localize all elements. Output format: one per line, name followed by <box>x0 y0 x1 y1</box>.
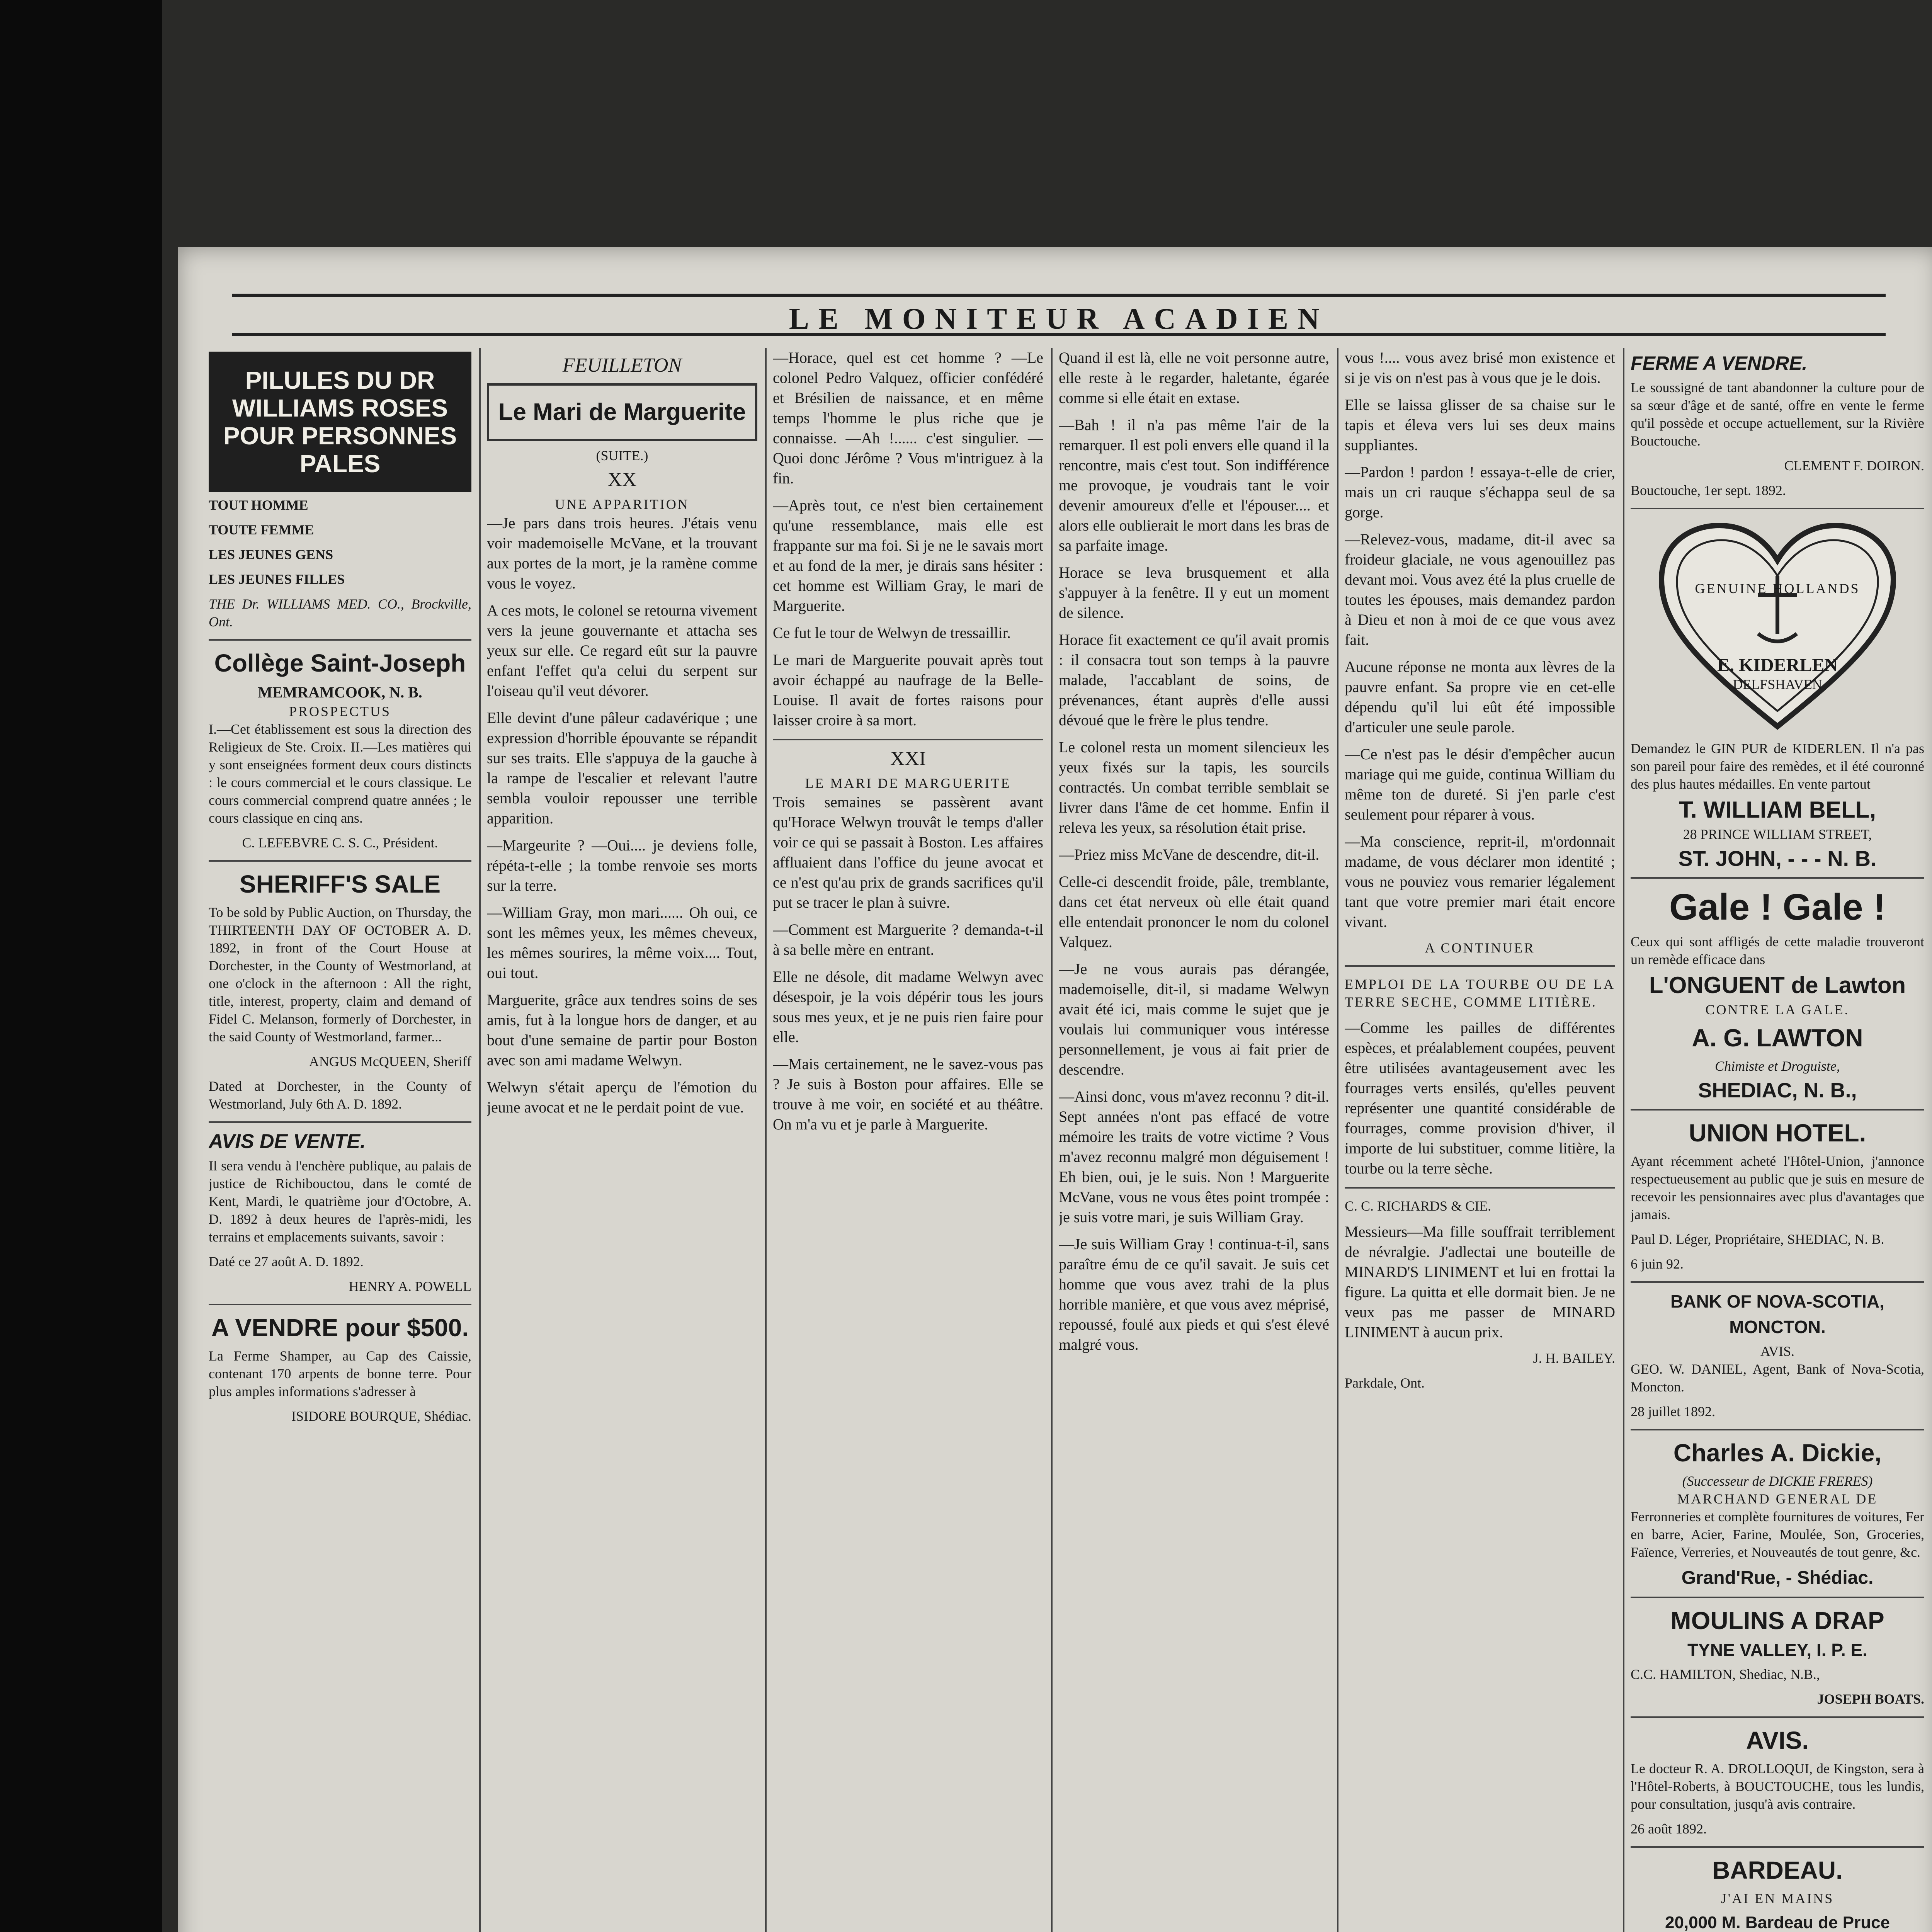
story-paragraph: Elle devint d'une pâleur cadavérique ; une expression d'horrible épouvante se répandit sur ses traits. Elle s'appuya de la gauche à la rampe de l'escalier et relevant l'autre sembla vouloir repousser une terrible apparition. <box>487 709 757 827</box>
bell-city: ST. JOHN, - - - N. B. <box>1678 846 1877 871</box>
divider <box>1631 877 1924 879</box>
story-paragraph: Celle-ci descendit froide, pâle, tremblante, dans cet état nerveux où elle était quand elle entendait prononcer le nom du colonel Valquez. <box>1059 873 1329 951</box>
college-text: I.—Cet établissement est sous la direction des Religieux de Ste. Croix. II.—Les matières qui y sont enseignées forment deux cours distincts : le cours commercial et le cours classique. Le cours commercial comprend quatre années ; le cours classique en cinq ans. <box>209 721 471 826</box>
column-5 <box>1345 348 1615 1932</box>
pilules-ad <box>209 352 471 492</box>
divider <box>1631 1716 1924 1718</box>
chapter-xx: XX <box>607 469 637 491</box>
avis-vente-sign: HENRY A. POWELL <box>349 1279 471 1294</box>
pilules-jeunes-filles: LES JEUNES FILLES <box>209 571 345 587</box>
divider <box>1345 965 1615 967</box>
column-rule <box>1051 348 1053 1932</box>
divider <box>209 1304 471 1305</box>
story-paragraph: —Je suis William Gray ! continua-t-il, sans paraître ému de ce qu'il savait. Je suis cet homme que vous avez trahi de la plus horrible manière, et que vous avez méprisé, repoussé, foulé aux pieds et qui s'est élevé malgré vous. <box>1059 1235 1329 1353</box>
chapter-xxi-title: LE MARI DE MARGUERITE <box>805 776 1011 791</box>
story-paragraph: —Priez miss McVane de descendre, dit-il. <box>1059 846 1320 863</box>
tourbe-text: —Comme les pailles de différentes espèces, et préalablement coupées, peuvent être utilisées avantageusement avec les fourrages verts ensilés, qu'elles peuvent représenter une quantité considérable de fourrages, comme provision d'hiver, il importe de lui substituer, comme litière, la tourbe ou la terre sèche. <box>1345 1019 1615 1177</box>
college-sign: C. LEFEBVRE C. S. C., Président. <box>242 835 438 850</box>
avis-vente-date: Daté ce 27 août A. D. 1892. <box>209 1254 364 1269</box>
bank-date: 28 juillet 1892. <box>1631 1404 1715 1419</box>
lawton-city: SHEDIAC, N. B., <box>1698 1079 1857 1102</box>
divider <box>1345 1187 1615 1189</box>
divider <box>209 1121 471 1123</box>
bank-city: MONCTON. <box>1729 1317 1826 1337</box>
union-hotel-sign: Paul D. Léger, Propriétaire, SHEDIAC, N. B. <box>1631 1231 1884 1247</box>
dickie-sub: (Successeur de DICKIE FRERES) <box>1682 1473 1873 1489</box>
story-paragraph: —Après tout, ce n'est bien certainement qu'une ressemblance, mais elle est frappante sur ma foi. Si je ne le savais mort et au fond de la mer, je dirais sans hésiter : cet homme est William Gray, le mari de Marguerite. <box>773 497 1043 614</box>
divider <box>1631 1429 1924 1430</box>
pilules-toute-femme: TOUTE FEMME <box>209 522 314 537</box>
column-rule <box>479 348 481 1932</box>
divider <box>773 739 1043 740</box>
lawton-sub: Chimiste et Droguiste, <box>1715 1058 1840 1074</box>
column-4 <box>1059 348 1329 1932</box>
avis-1-date: 26 août 1892. <box>1631 1821 1707 1837</box>
story-paragraph: —Horace, quel est cet homme ? —Le colonel Pedro Valquez, officier confédéré et Brésilien de naissance, et en même temps l'homme le plus riche que je connaisse. —Ah !...... c'est singulier. —Quoi donc Jérôme ? Vous m'intriguez à la fin. <box>773 349 1043 487</box>
story-paragraph: —Je ne vous aurais pas dérangée, mademoiselle, dit-il, si madame Welwyn avait été ici, mais comme le sujet que je voulais lui communiquer vous intéresse personnellement, je vous ai fait prier de descendre. <box>1059 960 1329 1078</box>
story-paragraph: —Ce n'est pas le désir d'empêcher aucun mariage qui me guide, continua William du même ton de dureté. Si j'en parle c'est seulement pour réparer à vous. <box>1345 745 1615 823</box>
column-3 <box>773 348 1043 1932</box>
divider <box>1631 1846 1924 1848</box>
story-paragraph: Marguerite, grâce aux tendres soins de ses amis, fut à la longue hors de danger, et au bout d'une semaine de partir pour Boston avec son ami madame Welwyn. <box>487 991 757 1069</box>
moulins-place: TYNE VALLEY, I. P. E. <box>1687 1640 1868 1660</box>
moulins-sign: JOSEPH BOATS. <box>1817 1691 1924 1707</box>
avis-vente-text: Il sera vendu à l'enchère publique, au palais de justice de Richibouctou, dans le comté de Kent, Mardi, le quatrième jour d'Octobre, A. D. 1892 à deux heures de l'après-midi, les terrains et emplacements suivants, savoir : <box>209 1158 471 1245</box>
richards-text: Messieurs—Ma fille souffrait terriblement de névralgie. J'adlectai une bouteille de MINARD'S LINIMENT et lui en frottai la figure. La quitta et elle dormait bien. Je ne veux pas me passer de MINARD LINIMENT à aucun prix. <box>1345 1223 1615 1341</box>
lawton-name: A. G. LAWTON <box>1692 1024 1863 1052</box>
richards-sign: J. H. BAILEY. <box>1533 1350 1615 1366</box>
kiderlen-top-label: GENUINE HOLLANDS <box>1695 581 1860 596</box>
pilules-title: PILULES DU DR WILLIAMS ROSES POUR PERSONNES PALES <box>223 366 457 478</box>
bardeau-title: BARDEAU. <box>1712 1856 1843 1884</box>
story-paragraph: —Ainsi donc, vous m'avez reconnu ? dit-il. Sept années n'ont pas effacé de votre mémoire les traits de votre victime ? Vous m'avez reconnu malgré mon déguisement ! Eh bien, oui, je le suis. Non ! Marguerite McVane, vous ne vous êtes point trompée : je suis votre mari, je suis William Gray. <box>1059 1088 1329 1226</box>
divider <box>1631 1597 1924 1598</box>
sheriff-title: SHERIFF'S SALE <box>239 870 441 898</box>
avis-1-text: Le docteur R. A. DROLLOQUI, de Kingston, sera à l'Hôtel-Roberts, à BOUCTOUCHE, tous les lundis, pour consultation, jusqu'à avis contraire. <box>1631 1761 1924 1812</box>
masthead: LE MONITEUR ACADIEN <box>789 302 1329 335</box>
story-paragraph: Trois semaines se passèrent avant qu'Horace Welwyn trouvât le temps d'aller voir ce qui se passait à Boston. Les affaires affluaient dans l'office du jeune avocat et ce n'est qu'au prix de grands sacrifices qu'il put se tracer le plan à suivre. <box>773 793 1043 911</box>
column-rule <box>765 348 767 1932</box>
kiderlen-name: E. KIDERLEN <box>1717 655 1838 675</box>
moulins-agent: C.C. HAMILTON, Shediac, N.B., <box>1631 1667 1820 1682</box>
heart-icon <box>1654 518 1901 734</box>
a-vendre-text: La Ferme Shamper, au Cap des Caissie, contenant 170 arpents de bonne terre. Pour plus amples informations s'adresser à <box>209 1348 471 1399</box>
masthead-rule-bottom <box>232 333 1886 336</box>
story-paragraph: —Pardon ! pardon ! essaya-t-elle de crier, mais un cri rauque s'échappa seul de sa gorge. <box>1345 463 1615 521</box>
gale-text: Ceux qui sont affligés de cette maladie trouveront un remède efficace dans <box>1631 934 1924 967</box>
column-2 <box>487 348 757 1932</box>
divider <box>209 639 471 641</box>
onguent-title: L'ONGUENT de Lawton <box>1649 972 1906 998</box>
story-paragraph: —Comment est Marguerite ? demanda-t-il à sa belle mère en entrant. <box>773 921 1043 958</box>
ferme-date: Bouctouche, 1er sept. 1892. <box>1631 483 1786 498</box>
sheriff-text: To be sold by Public Auction, on Thursday, the THIRTEENTH DAY OF OCTOBER A. D. 1892, in front of the Court House at Dorchester, in the County of Westmorland, at one o'clock in the afternoon : All the right, title, interest, property, claim and demand of Fidel C. Melanson, formerly of Dorchester, in the said County of Westmorland, farmer... <box>209 905 471 1044</box>
divider <box>209 860 471 862</box>
bell-street: 28 PRINCE WILLIAM STREET, <box>1683 827 1872 842</box>
ferme-text: Le soussigné de tant abandonner la culture pour de sa sœur d'âge et de santé, offre en vente le ferme qu'il possède et occupe actuellement, sur la Rivière Bouctouche. <box>1631 380 1924 449</box>
story-paragraph: —Ma conscience, reprit-il, m'ordonnait madame, de vous déclarer mon identité ; vous ne pouviez vous remarier légalement tant que votre premier mari était encore vivant. <box>1345 833 1615 930</box>
a-vendre-sign: ISIDORE BOURQUE, Shédiac. <box>291 1408 471 1424</box>
story-title: Le Mari de Marguerite <box>498 399 746 425</box>
column-6 <box>1631 348 1924 1932</box>
story-suite: (SUITE.) <box>596 448 648 463</box>
bank-sign: GEO. W. DANIEL, Agent, Bank of Nova-Scotia, Moncton. <box>1631 1361 1924 1395</box>
tourbe-title: EMPLOI DE LA TOURBE OU DE LA TERRE SECHE, COMME LITIÈRE. <box>1345 976 1615 1010</box>
story-paragraph: —Bah ! il n'a pas même l'air de la remarquer. Il est poli envers elle quand il la rencontre, mais c'est tout. Son indifférence me provoque, je voudrais tant le voir devenir amoureux d'elle et l'épouser.... et alors elle oublierait le mort dans les bras de sa parfaite image. <box>1059 416 1329 554</box>
kiderlen-bottom-label: DELFSHAVEN <box>1733 677 1822 692</box>
dickie-role: MARCHAND GENERAL DE <box>1677 1491 1878 1507</box>
divider <box>1631 1109 1924 1111</box>
story-paragraph: vous !.... vous avez brisé mon existence et si je vis on n'est pas à vous que je le dois. <box>1345 349 1615 386</box>
bell-name: T. WILLIAM BELL, <box>1679 797 1876 823</box>
ferme-sign: CLEMENT F. DOIRON. <box>1784 458 1924 473</box>
bank-title: BANK OF NOVA-SCOTIA, <box>1670 1291 1884 1311</box>
story-paragraph: A ces mots, le colonel se retourna vivement vers la jeune gouvernante et attacha ses yeux sur elle. Ce regard eût sur la pauvre enfant l'effet qu'a celui du serpent sur l'oiseau qu'il veut dévorer. <box>487 602 757 699</box>
column-1 <box>209 348 471 1932</box>
sheriff-sign: ANGUS McQUEEN, Sheriff <box>309 1054 471 1069</box>
story-paragraph: Elle ne désole, dit madame Welwyn avec désespoir, je la vois dépérir tous les jours sous mes yeux, et je ne puis rien faire pour elle. <box>773 968 1043 1046</box>
bardeau-sub: J'AI EN MAINS <box>1721 1891 1834 1906</box>
kiderlen-heart-logo <box>1654 518 1901 734</box>
story-paragraph: —Mais certainement, ne le savez-vous pas ? Je suis à Boston pour affaires. Elle se trouve à me voir, en société et au théâtre. On m'a vu et je parle à Marguerite. <box>773 1055 1043 1133</box>
a-vendre-title: A VENDRE pour $500. <box>211 1314 469 1342</box>
masthead-rule-top <box>232 294 1886 297</box>
ferme-title: FERME A VENDRE. <box>1631 352 1808 374</box>
story-paragraph: —Relevez-vous, madame, dit-il avec sa froideur glaciale, ne vous agenouillez pas devant moi. Vous avez été la plus cruelle de toutes les épouses, mais demandez pardon à Dieu et non à moi de ce que vous avez fait. <box>1345 531 1615 648</box>
divider <box>1631 508 1924 509</box>
story-title-box <box>487 383 757 441</box>
story-paragraph: Quand il est là, elle ne voit personne autre, elle reste à le regarder, haletante, égarée comme si elle était en extase. <box>1059 349 1329 406</box>
story-paragraph: Le mari de Marguerite pouvait après tout avoir échappé au naufrage de la Belle-Louise. Il avait de fortes raisons pour laisser croire à sa mort. <box>773 651 1043 729</box>
richards-place: Parkdale, Ont. <box>1345 1375 1425 1391</box>
chapter-xx-title: UNE APPARITION <box>555 497 689 512</box>
feuilleton-label: FEUILLETON <box>562 354 682 376</box>
story-paragraph: Welwyn s'était aperçu de l'émotion du jeune avocat et ne le perdait point de vue. <box>487 1078 757 1116</box>
college-title: Collège Saint-Joseph <box>214 649 466 677</box>
chapter-xxi: XXI <box>890 748 926 770</box>
college-prospectus: PROSPECTUS <box>289 704 391 719</box>
column-rule <box>1337 348 1338 1932</box>
gale-title: Gale ! Gale ! <box>1669 886 1886 928</box>
avis-vente-title: AVIS DE VENTE. <box>209 1130 366 1153</box>
story-paragraph: Horace fit exactement ce qu'il avait promis : il consacra tout son temps à la pauvre malade, l'accablant de soins, de prévenances, étant auprès d'elle aussi dévoué que le frère le plus tendre. <box>1059 631 1329 729</box>
divider <box>1631 1281 1924 1283</box>
dickie-address: Grand'Rue, - Shédiac. <box>1681 1568 1874 1588</box>
bank-avis: AVIS. <box>1760 1344 1795 1359</box>
moulins-title: MOULINS A DRAP <box>1670 1607 1884 1634</box>
story-paragraph: —Margeurite ? —Oui.... je deviens folle, répéta-t-elle ; la tombe renvoie ses morts sur la terre. <box>487 837 757 894</box>
avis-1-title: AVIS. <box>1746 1726 1809 1754</box>
pilules-jeunes-gens: LES JEUNES GENS <box>209 547 333 562</box>
story-paragraph: —Je pars dans trois heures. J'étais venu voir mademoiselle McVane, et la trouvant aux portes de la mort, je la ramène comme vous le voyez. <box>487 514 757 592</box>
sheriff-date: Dated at Dorchester, in the County of Westmorland, July 6th A. D. 1892. <box>209 1078 471 1112</box>
union-hotel-text: Ayant récemment acheté l'Hôtel-Union, j'annonce respectueusement au public que je suis en mesure de recevoir les pensionnaires avec plus d'avantages que jamais. <box>1631 1153 1924 1222</box>
story-paragraph: —William Gray, mon mari...... Oh oui, ce sont les mêmes yeux, les mêmes cheveux, les mêmes sourires, la même voix.... Tout, oui tout. <box>487 904 757 981</box>
contre-gale: CONTRE LA GALE. <box>1705 1002 1850 1017</box>
union-hotel-date: 6 juin 92. <box>1631 1256 1684 1272</box>
a-continuer: A CONTINUER <box>1425 940 1535 956</box>
story-paragraph: Ce fut le tour de Welwyn de tressaillir. <box>773 624 1011 641</box>
bardeau-quantity: 20,000 M. Bardeau de Pruce <box>1665 1913 1890 1932</box>
dickie-title: Charles A. Dickie, <box>1673 1439 1882 1467</box>
story-paragraph: Horace se leva brusquement et alla s'appuyer à la fenêtre. Il y eut un moment de silence. <box>1059 564 1329 621</box>
richards-title: C. C. RICHARDS & CIE. <box>1345 1198 1492 1214</box>
dickie-text: Ferronneries et complète fournitures de voitures, Fer en barre, Acier, Farine, Moulée, Son, Groceries, Faïence, Verreries, et Nouveautés de tout genre, &c. <box>1631 1509 1924 1560</box>
story-paragraph: Elle se laissa glisser de sa chaise sur le tapis et éleva vers lui ses deux mains suppliantes. <box>1345 396 1615 454</box>
pilules-footer: THE Dr. WILLIAMS MED. CO., Brockville, Ont. <box>209 596 471 629</box>
kiderlen-text: Demandez le GIN PUR de KIDERLEN. Il n'a pas son pareil pour faire des remèdes, et il été couronné des plus hautes médailles. En vente partout <box>1631 741 1924 792</box>
story-paragraph: Le colonel resta un moment silencieux les yeux fixés sur la tapis, les sourcils contractés. Un combat terrible semblait se livrer dans l'âme de cet homme. Enfin il releva les yeux, sa résolution était prise. <box>1059 738 1329 836</box>
column-rule <box>1623 348 1624 1932</box>
story-paragraph: Aucune réponse ne monta aux lèvres de la pauvre enfant. Sa propre vie en cet-elle dépendu qu'il lui eût été impossible d'articuler une seule parole. <box>1345 658 1615 736</box>
pilules-tout-homme: TOUT HOMME <box>209 497 308 513</box>
newspaper-page <box>178 247 1932 1932</box>
college-place: MEMRAMCOOK, N. B. <box>258 684 422 701</box>
union-hotel-title: UNION HOTEL. <box>1689 1119 1866 1147</box>
